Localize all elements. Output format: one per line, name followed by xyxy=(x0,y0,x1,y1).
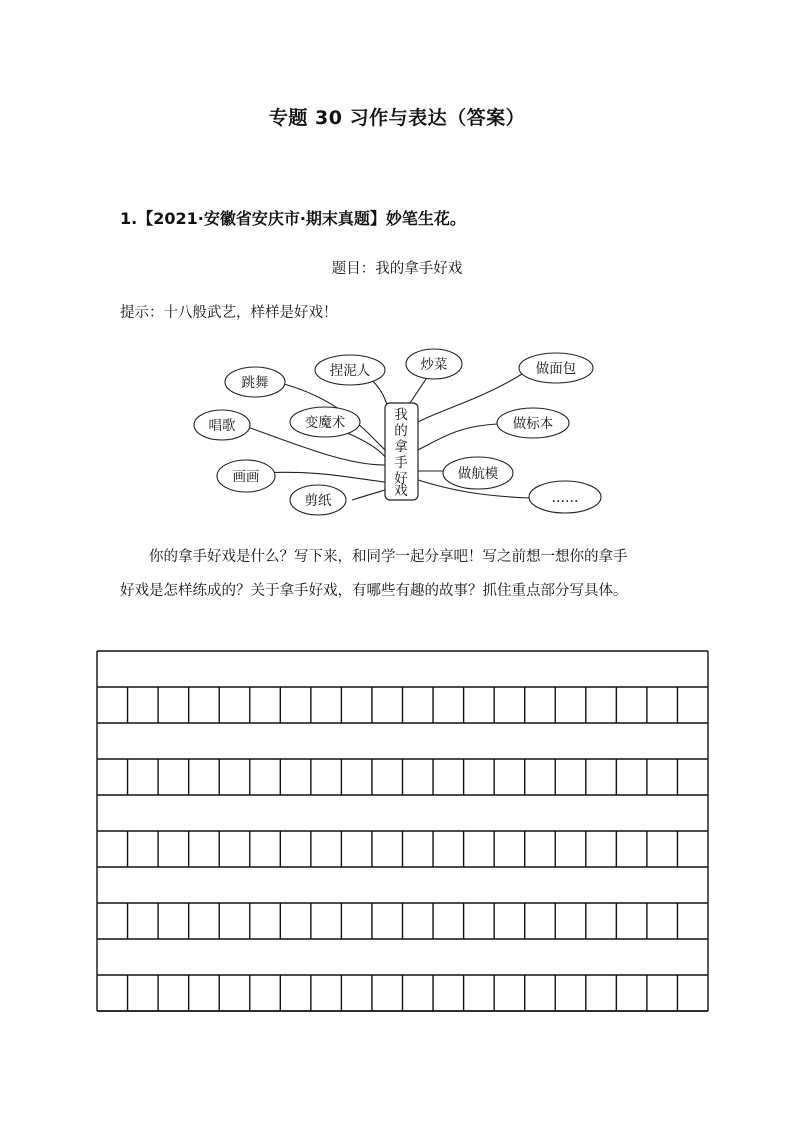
question-heading: 1.【2021·安徽省安庆市·期末真题】妙笔生花。 xyxy=(120,209,466,228)
mind-map xyxy=(180,340,610,520)
mind-map-center-char: 戏 xyxy=(394,483,408,499)
node-label: 画画 xyxy=(232,469,260,485)
node-label: 捏泥人 xyxy=(329,363,371,379)
instruction-paragraph xyxy=(120,540,692,608)
node-label: …… xyxy=(551,490,579,506)
node-label: 做航模 xyxy=(457,466,499,482)
node-label: 炒菜 xyxy=(420,357,448,373)
mind-map-center-char: 手 xyxy=(394,455,408,471)
writing-grid[interactable] xyxy=(96,650,709,1014)
essay-topic: 题目：我的拿手好戏 xyxy=(331,261,463,277)
node-label: 做面包 xyxy=(535,361,577,377)
mind-map-center-char: 拿 xyxy=(394,439,408,455)
mind-map-center-char: 好 xyxy=(394,471,408,487)
essay-hint: 提示：十八般武艺，样样是好戏！ xyxy=(120,305,338,321)
node-label: 变魔术 xyxy=(304,415,346,431)
node-label: 跳舞 xyxy=(241,375,269,391)
mind-map-center-char: 我 xyxy=(394,407,408,423)
paragraph-line: 你的拿手好戏是什么？写下来，和同学一起分享吧！写之前想一想你的拿手 xyxy=(149,549,628,565)
node-label: 剪纸 xyxy=(304,493,332,509)
mind-map-center-char: 的 xyxy=(394,423,408,439)
node-label: 做标本 xyxy=(512,416,554,432)
paragraph-line: 好戏是怎样练成的？关于拿手好戏，有哪些有趣的故事？抓住重点部分写具体。 xyxy=(120,583,628,599)
page-title: 专题 30 习作与表达（答案） xyxy=(268,107,526,129)
node-label: 唱歌 xyxy=(208,418,236,434)
